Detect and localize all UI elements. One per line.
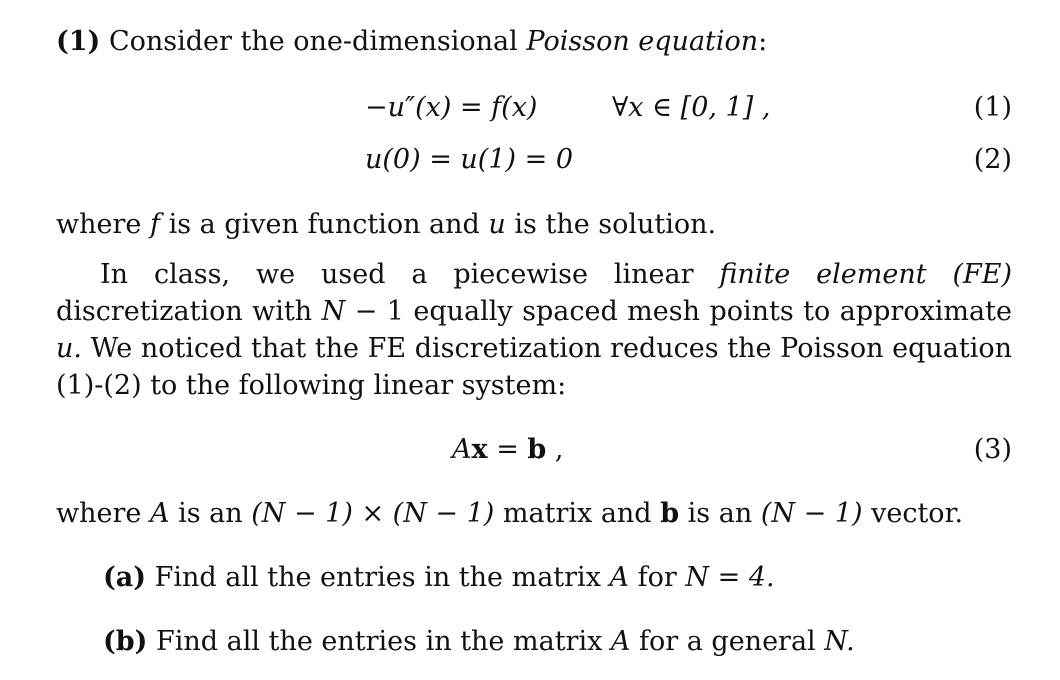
equation-1-lhs: −u″(x) = f(x) (365, 92, 538, 123)
part-b (103, 624, 855, 660)
equation-2-lhs: u(0) = u(1) = 0 (365, 144, 574, 175)
equation-1-condition: ∀x ∈ [0, 1] , (612, 92, 771, 123)
part-b-label: (b) (103, 626, 148, 657)
problem-intro-emphasis: Poisson equation (526, 26, 759, 57)
problem-intro-end: : (758, 26, 768, 57)
part-a-condition: N = 4. (685, 562, 775, 593)
where-2-A: A (149, 498, 170, 529)
part-b-condition: N. (824, 626, 855, 657)
para-emphasis: finite element (FE) (719, 259, 1012, 290)
where-clause-1 (56, 207, 716, 243)
para-text-1: In class, we used a piecewise linear (100, 259, 694, 290)
problem-intro: Consider the one-dimensional (108, 26, 518, 57)
part-a-A: A (609, 562, 630, 593)
para-N: N (321, 296, 346, 327)
discretization-paragraph (56, 256, 1012, 404)
part-a-text: Find all the entries in the matrix (154, 562, 601, 593)
problem-label: (1) (56, 26, 101, 57)
equation-3-comma: , (546, 434, 564, 465)
where-1-text-c: is the solution. (514, 209, 717, 240)
para-text-3: − 1 equally spaced mesh points to approximate (354, 296, 1012, 327)
part-a (103, 560, 775, 596)
where-2-text-d: is an (687, 498, 753, 529)
equation-2-number: (2) (973, 144, 1012, 175)
where-2-text-c: matrix and (502, 498, 652, 529)
equation-3-b: b (527, 434, 547, 465)
part-b-A: A (610, 626, 631, 657)
para-text-4: We noticed that the FE discretization reduces the Poisson equation (1)-(2) to the following linear system: (56, 333, 1012, 401)
equation-3-number: (3) (973, 434, 1012, 465)
equation-3-A: A (452, 434, 472, 465)
where-2-text-a: where (56, 498, 142, 529)
where-clause-2 (56, 496, 963, 532)
equation-1-number: (1) (973, 92, 1012, 123)
para-u: u. (56, 333, 82, 364)
para-text-2: discretization with (56, 296, 313, 327)
where-1-f: f (149, 209, 160, 240)
part-b-text: Find all the entries in the matrix (156, 626, 603, 657)
part-b-text-2: for a general (639, 626, 816, 657)
where-1-text-b: is a given function and (168, 209, 480, 240)
where-1-text-a: where (56, 209, 142, 240)
equation-3-x: x (471, 434, 488, 465)
where-1-u: u (488, 209, 506, 240)
problem-statement (56, 24, 767, 60)
where-2-text-b: is an (178, 498, 243, 529)
where-2-text-e: vector. (871, 498, 964, 529)
where-2-dims: (N − 1) × (N − 1) (251, 498, 495, 529)
where-2-vec: (N − 1) (760, 498, 863, 529)
equation-3 (452, 432, 563, 468)
where-2-b: b (660, 498, 680, 529)
equation-3-equals: = (487, 434, 528, 465)
part-a-label: (a) (103, 562, 147, 593)
part-a-text-2: for (637, 562, 677, 593)
